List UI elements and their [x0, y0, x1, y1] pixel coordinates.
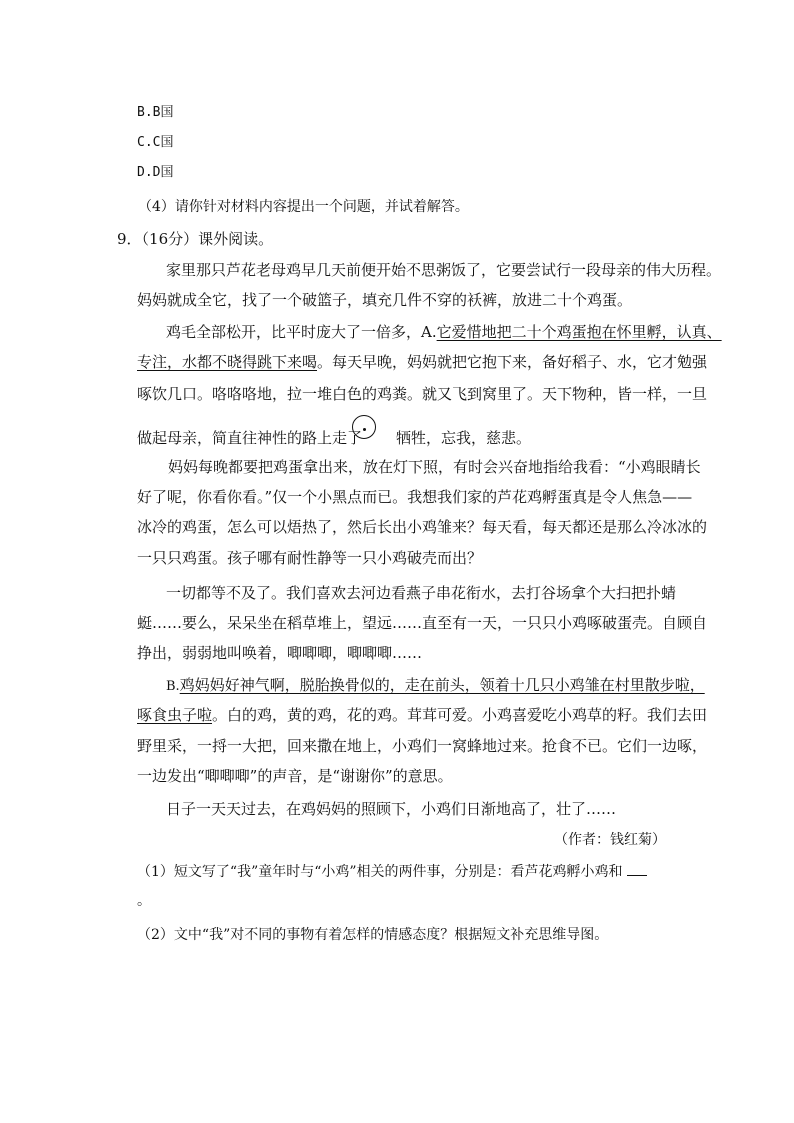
sentence-a-part1: 它爱惜地把二十个鸡蛋抱在怀里孵，认真、 — [436, 323, 722, 341]
option-d: D.D国 — [137, 165, 174, 180]
sentence-b-part1: 鸡妈妈好神气啊，脱胎换骨似的，走在前头，领着十几只小鸡雏在村里散步啦， — [179, 676, 705, 694]
p3-line3: 冰冷的鸡蛋，怎么可以焐热了，然后长出小鸡雏来？每天看，每天都还是那么冷冰冰的 — [137, 518, 708, 536]
p5-line2-text: 。白的鸡，黄的鸡，花的鸡。茸茸可爱。小鸡喜爱吃小鸡草的籽。我们去田 — [212, 706, 708, 724]
question-9-sub-1 — [137, 861, 647, 882]
question-9-sub-2: （2）文中“我”对不同的事物有着怎样的情感态度？根据短文补充思维导图。 — [137, 927, 609, 943]
sentence-a-part2: 专注，水都不晓得跳下来喝 — [137, 353, 318, 371]
p2-line1-text: 鸡毛全部松开，比平时庞大了一倍多，A. — [166, 323, 437, 341]
p2-line4-post: 牺牲，忘我，慈悲。 — [396, 429, 532, 447]
p4-line3: 挣出，弱弱地叫唤着，唧唧唧，唧唧唧…… — [137, 644, 423, 662]
p2-line4-pre: 做起母亲，简直往神性的路上走了 — [137, 429, 363, 447]
p2-line2-text: 。每天早晚，妈妈就把它抱下来，备好稻子、水，它才勉强 — [317, 353, 708, 371]
p1-line2: 妈妈就成全它，找了一个破篮子，填充几件不穿的袄裤，放进二十个鸡蛋。 — [137, 291, 633, 309]
p2-line4 — [137, 428, 531, 448]
punctuation-blank-circle — [352, 415, 376, 439]
p5-line2 — [137, 705, 707, 725]
p6-line1: 日子一天天过去，在鸡妈妈的照顾下，小鸡们日渐地高了，壮了…… — [166, 800, 617, 818]
p5-line4: 一边发出“唧唧唧”的声音，是“谢谢你”的意思。 — [137, 767, 453, 785]
sentence-b-part2: 啄食虫子啦 — [137, 706, 213, 724]
question-9-sub-1-text: （1）短文写了“我”童年时与“小鸡”相关的两件事，分别是：看芦花鸡孵小鸡和 — [137, 864, 623, 880]
p3-line1: 妈妈每晚都要把鸡蛋拿出来，放在灯下照，有时会兴奋地指给我看：“小鸡眼睛长 — [168, 458, 701, 476]
p4-line2: 蜓……要么，呆呆坐在稻草堆上，望远……直至有一天，一只只小鸡啄破蛋壳。自顾自 — [137, 614, 708, 632]
p5-line3: 野里采，一捋一大把，回来撒在地上，小鸡们一窝蜂地过来。抢食不已。它们一边啄， — [137, 737, 708, 755]
sentence-b-label: B. — [166, 679, 180, 694]
p4-line1: 一切都等不及了。我们喜欢去河边看燕子串花衔水，去打谷场拿个大扫把扑蜻 — [166, 584, 677, 602]
question-9-header: 9．（16分）课外阅读。 — [117, 230, 274, 248]
p2-line2 — [137, 352, 707, 372]
p3-line4: 一只只鸡蛋。孩子哪有耐性静等一只小鸡破壳而出？ — [137, 549, 483, 567]
author-credit: （作者：钱红菊） — [554, 832, 666, 848]
question-8-sub-4: （4）请你针对材料内容提出一个问题，并试着解答。 — [138, 199, 469, 215]
option-b: B.B国 — [137, 105, 174, 120]
p2-line3: 啄饮几口。咯咯咯地，拉一堆白色的鸡粪。就又飞到窝里了。天下物种，皆一样，一旦 — [137, 385, 708, 403]
p3-line2: 好了呢，你看你看。”仅一个小黑点而已。我想我们家的芦花鸡孵蛋真是令人焦急—— — [137, 488, 693, 506]
option-c: C.C国 — [137, 135, 174, 150]
question-9-sub-1-end: 。 — [137, 893, 151, 909]
p5-line1 — [166, 675, 705, 697]
p1-line1: 家里那只芦花老母鸡早几天前便开始不思粥饭了，它要尝试行一段母亲的伟大历程。 — [166, 261, 722, 279]
p2-line1 — [166, 322, 722, 342]
answer-blank[interactable] — [627, 861, 647, 876]
